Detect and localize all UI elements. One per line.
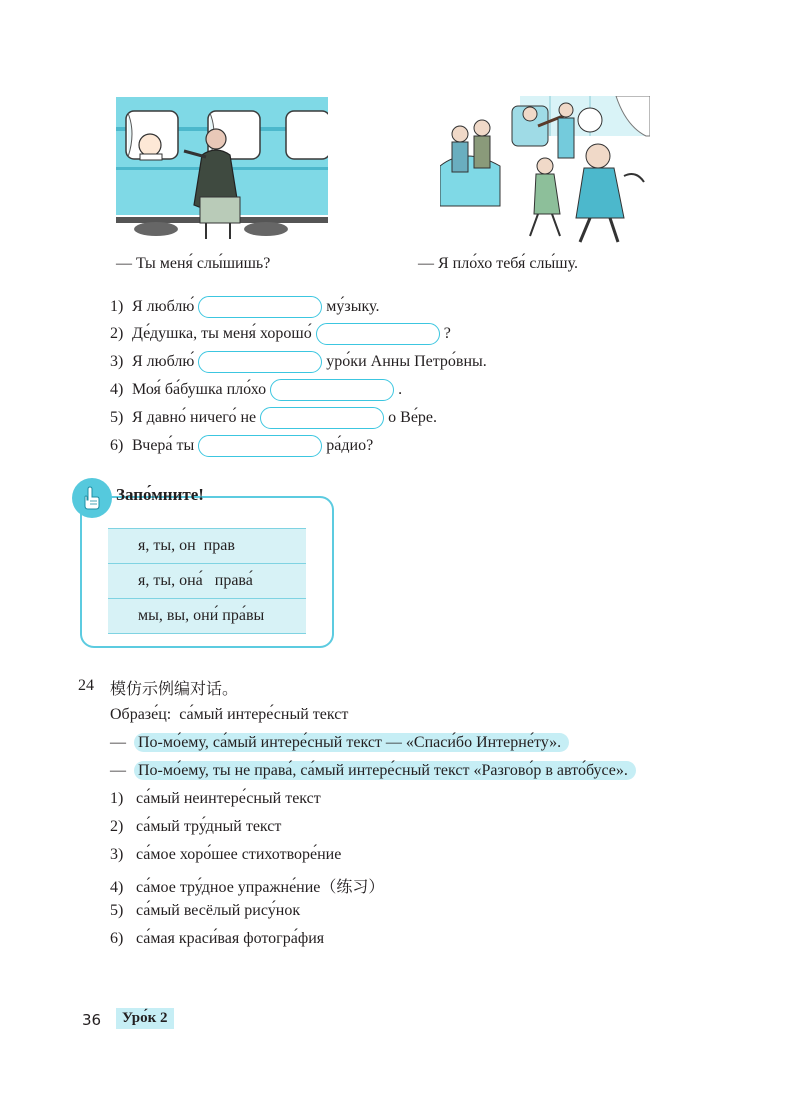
task-item-1 (110, 790, 321, 808)
exercise-item-5 (110, 405, 437, 431)
dialog-text: По-мо́ему, са́мый интере́сный текст — «Спаси́бо Интерне́ту». (134, 733, 569, 752)
task-title: 模仿示例编对话。 (110, 679, 239, 698)
task-number: 24 (78, 677, 94, 694)
item-number: 3) (110, 353, 124, 370)
sentence-end: . (398, 381, 403, 398)
sentence-start: Вчера́ ты (132, 437, 195, 454)
sentence-start: Де́душка, ты меня́ хорошо́ (132, 325, 312, 342)
item-text: са́мый неинтере́сный текст (136, 790, 321, 807)
answer-blank[interactable] (198, 351, 322, 373)
remember-row: мы, вы, они́ пра́вы (108, 599, 306, 634)
exercise-item-2 (110, 321, 451, 347)
sentence-start: Я люблю́ (132, 353, 195, 370)
dialog-dash: — (110, 762, 126, 779)
item-text: са́мое тру́дное упражне́ние（练习） (136, 879, 385, 896)
right-illustration-caption: — Я пло́хо тебя́ слы́шу. (418, 255, 578, 272)
remember-row: я, ты, она́ права́ (108, 564, 306, 599)
train-illustration (116, 97, 328, 247)
left-illustration-caption: — Ты меня́ слы́шишь? (116, 255, 271, 272)
item-number: 2) (110, 818, 124, 835)
item-text: са́мое хоро́шее стихотворе́ние (136, 846, 342, 863)
item-text: са́мый тру́дный текст (136, 818, 282, 835)
item-number: 5) (110, 409, 124, 426)
remember-table (108, 528, 306, 634)
item-text: са́мый весёлый рису́нок (136, 902, 301, 919)
sentence-end: ? (443, 325, 451, 342)
answer-blank[interactable] (260, 407, 384, 429)
exercise-item-4 (110, 377, 402, 403)
sentence-start: Моя́ ба́бушка пло́хо (132, 381, 267, 398)
item-number: 4) (110, 381, 124, 398)
sentence-end: му́зыку. (326, 298, 380, 315)
task-item-6 (110, 930, 324, 948)
item-number: 2) (110, 325, 124, 342)
task-item-4 (110, 874, 384, 897)
sample-label: Образе́ц: (110, 706, 172, 723)
dialog-dash: — (110, 734, 126, 751)
exercise-item-6 (110, 433, 373, 459)
sentence-end: уро́ки Анны Петро́вны. (326, 353, 487, 370)
remember-row: я, ты, он прав (108, 529, 306, 564)
exercise-item-3 (110, 349, 487, 375)
item-number: 4) (110, 879, 124, 896)
task-item-3 (110, 846, 341, 864)
item-number: 3) (110, 846, 124, 863)
item-number: 5) (110, 902, 124, 919)
sample-text: са́мый интере́сный текст (179, 706, 349, 723)
item-number: 1) (110, 298, 124, 315)
item-number: 6) (110, 437, 124, 454)
lesson-tag: Уро́к 2 (116, 1008, 174, 1029)
dialog-line-2 (110, 762, 636, 780)
exercise-item-1 (110, 294, 379, 320)
answer-blank[interactable] (198, 435, 322, 457)
answer-blank[interactable] (270, 379, 394, 401)
answer-blank[interactable] (316, 323, 440, 345)
party-illustration (440, 96, 650, 246)
sentence-end: ра́дио? (326, 437, 374, 454)
sentence-start: Я люблю́ (132, 298, 195, 315)
task-item-2 (110, 818, 281, 836)
task-item-5 (110, 902, 300, 920)
pointing-hand-icon (72, 478, 112, 518)
sentence-end: о Ве́ре. (388, 409, 438, 426)
item-number: 1) (110, 790, 124, 807)
train-scene-drawing (116, 97, 328, 247)
dialog-line-1 (110, 734, 569, 752)
party-scene-drawing (440, 96, 650, 246)
item-number: 6) (110, 930, 124, 947)
sample-line (110, 706, 348, 724)
answer-blank[interactable] (198, 296, 322, 318)
sentence-start: Я давно́ ничего́ не (132, 409, 257, 426)
page-number: 36 (82, 1011, 102, 1029)
remember-title: Запо́мните! (116, 485, 204, 504)
dialog-text: По-мо́ему, ты не права́, са́мый интере́сный текст «Разгово́р в авто́бусе». (134, 761, 636, 780)
item-text: са́мая краси́вая фотогра́фия (136, 930, 325, 947)
